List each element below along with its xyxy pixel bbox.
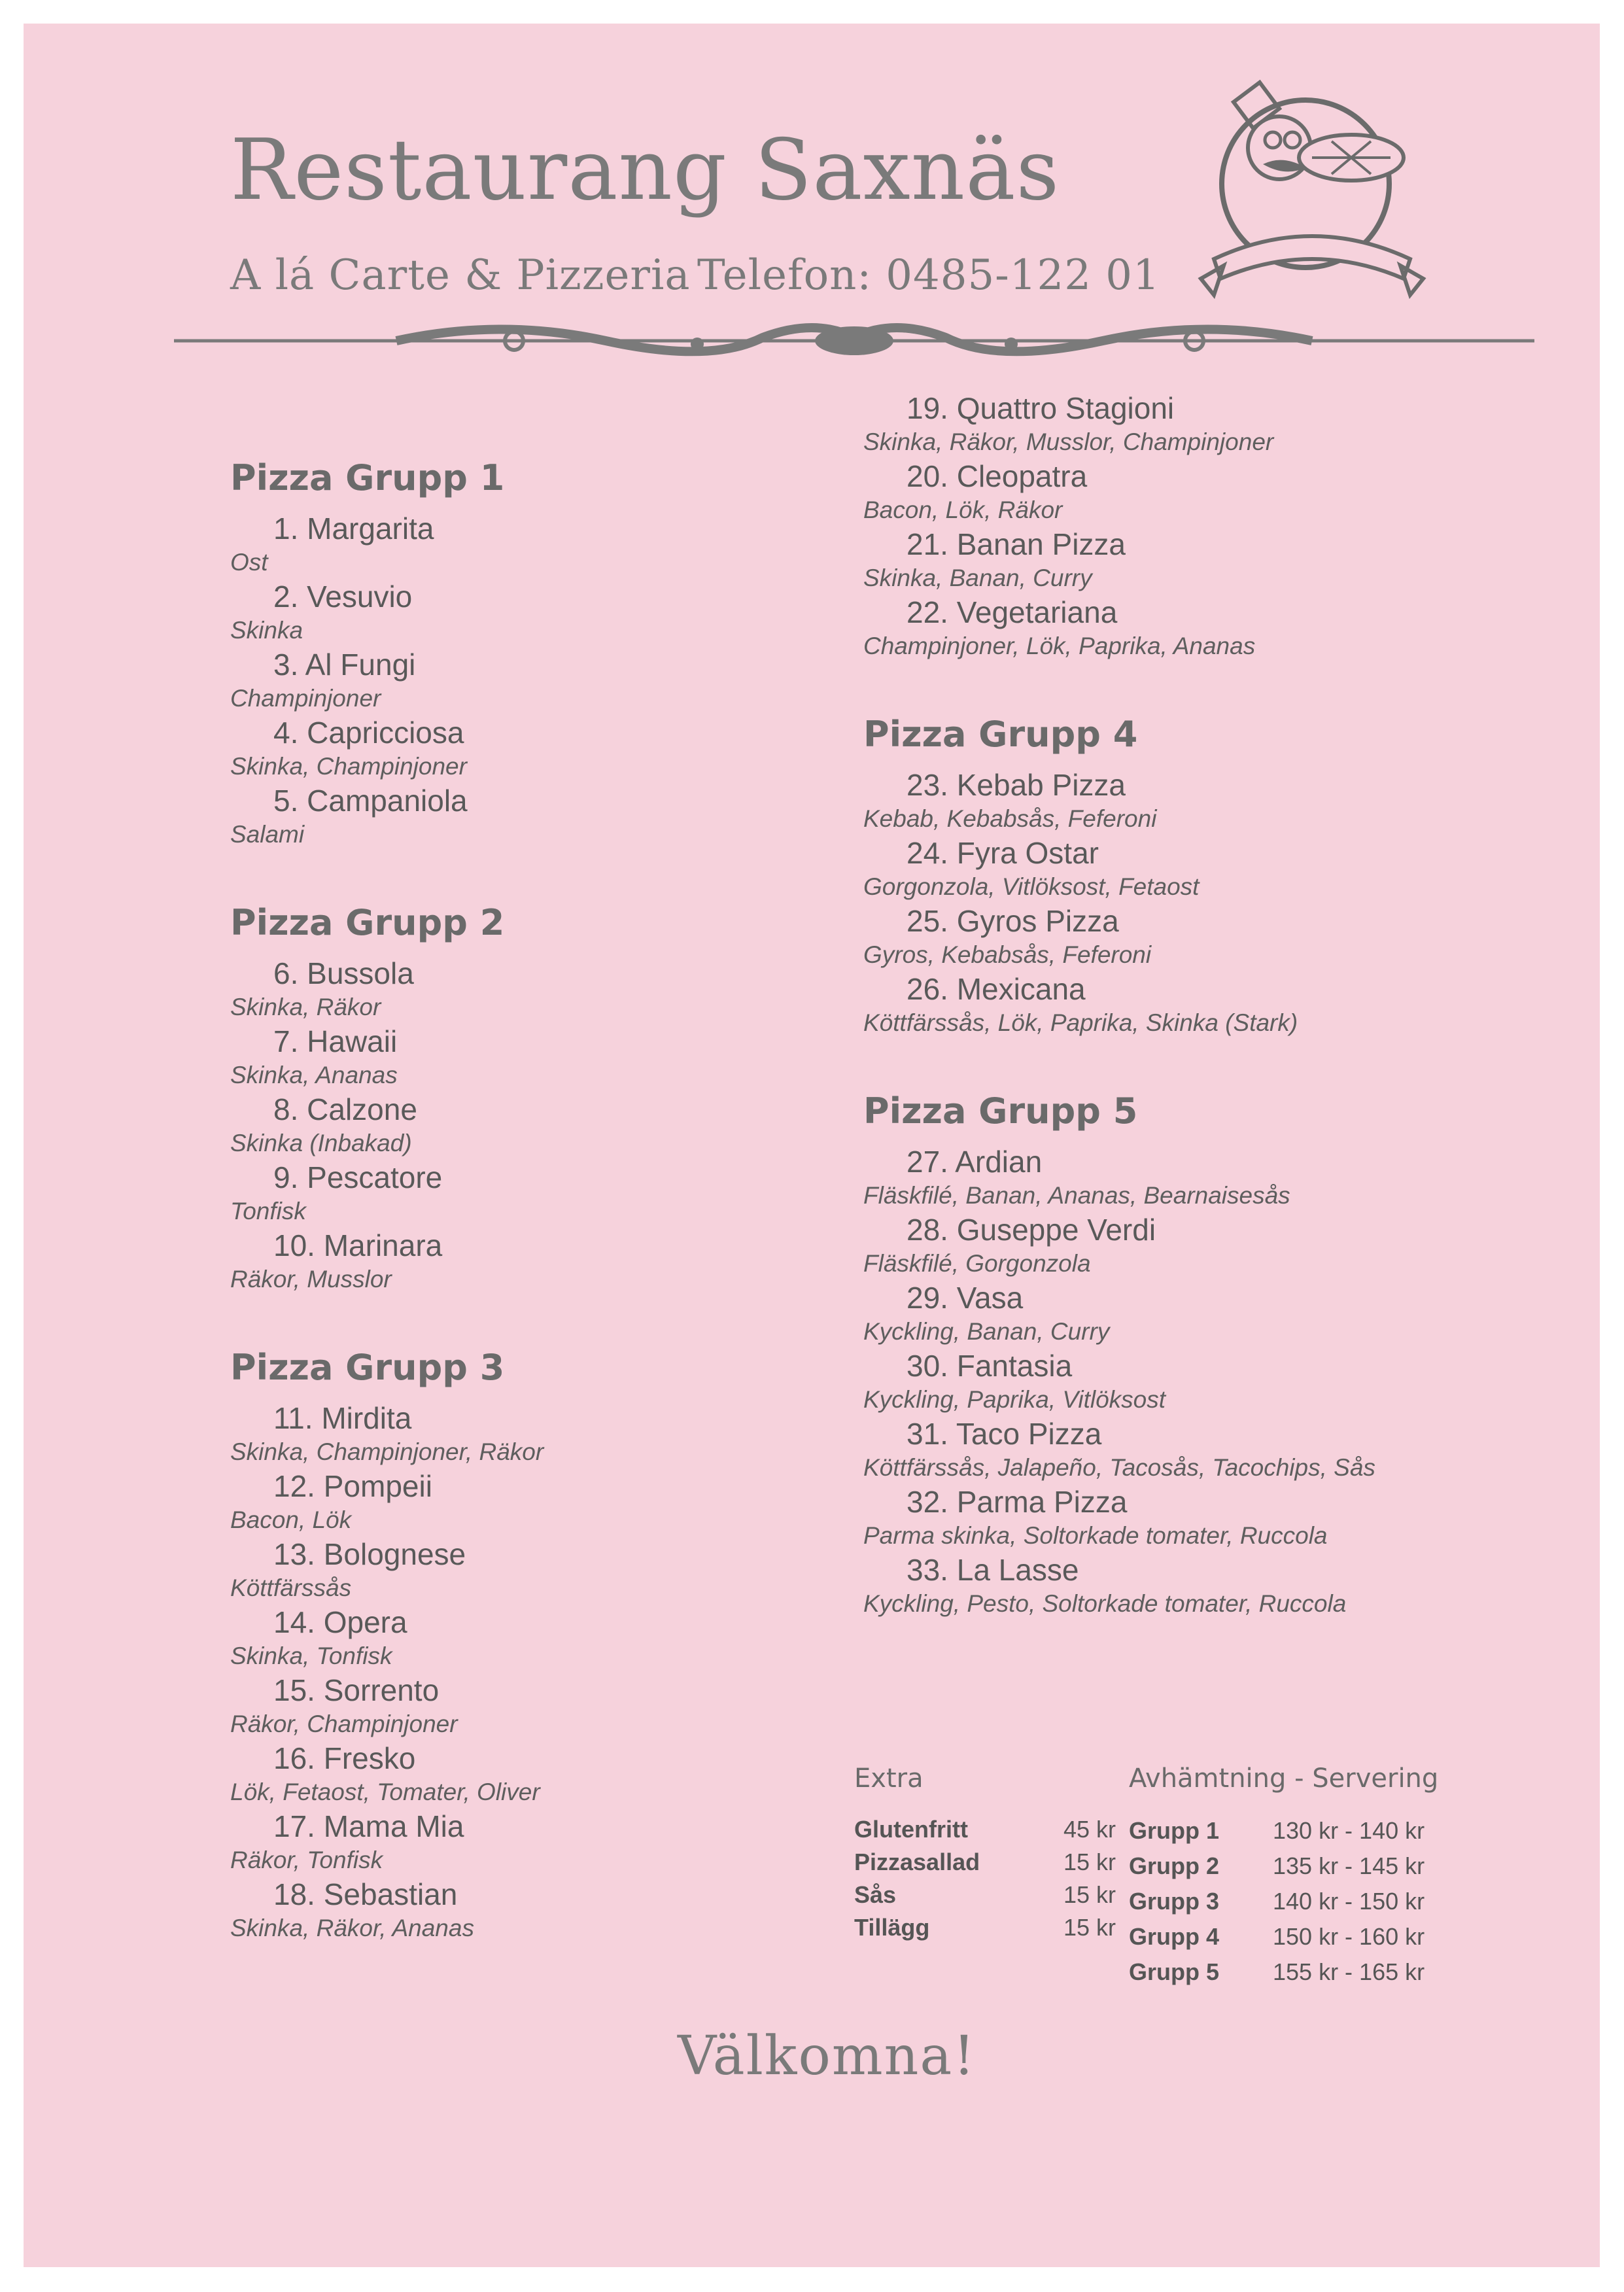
phone-number: Telefon: 0485-122 01 bbox=[697, 251, 1160, 300]
extra-row bbox=[854, 1879, 1116, 1911]
extra-row bbox=[854, 1813, 1116, 1846]
extra-price: 15 kr bbox=[1063, 1881, 1116, 1908]
restaurant-title: Restaurang Saxnäs bbox=[230, 122, 1060, 219]
item-ingredients: Kebab, Kebabsås, Feferoni bbox=[863, 805, 1157, 832]
item-ingredients: Salami bbox=[230, 821, 305, 848]
pizza-group-2 bbox=[230, 900, 884, 1295]
item-ingredients: Skinka, Banan, Curry bbox=[863, 564, 1092, 591]
item-ingredients: Gorgonzola, Vitlöksost, Fetaost bbox=[863, 873, 1200, 900]
item-name: Mirdita bbox=[321, 1401, 412, 1435]
menu-item bbox=[863, 1552, 1517, 1620]
item-ingredients: Skinka, Räkor, Musslor, Champinjoner bbox=[863, 428, 1274, 455]
extra-label: Pizzasallad bbox=[854, 1849, 980, 1875]
extra-label: Glutenfritt bbox=[854, 1816, 968, 1843]
item-ingredients: Champinjoner bbox=[230, 685, 381, 712]
item-name: Pescatore bbox=[307, 1160, 443, 1194]
menu-item bbox=[230, 1604, 884, 1672]
extra-row bbox=[854, 1846, 1116, 1879]
extra-price: 15 kr bbox=[1063, 1914, 1116, 1941]
menu-item bbox=[230, 1400, 884, 1468]
group-heading: Pizza Grupp 3 bbox=[230, 1347, 505, 1388]
serving-label: Grupp 5 bbox=[1129, 1958, 1220, 1985]
serving-row bbox=[1129, 1954, 1456, 1990]
item-ingredients: Fläskfilé, Banan, Ananas, Bearnaisesås bbox=[863, 1182, 1290, 1209]
serving-heading: Avhämtning - Servering bbox=[1129, 1763, 1439, 1794]
menu-item bbox=[230, 510, 884, 578]
ornamental-divider-icon bbox=[174, 311, 1534, 370]
item-number: 13. bbox=[273, 1537, 315, 1571]
menu-item bbox=[863, 1484, 1517, 1552]
item-name: Vasa bbox=[956, 1281, 1024, 1315]
extra-row bbox=[854, 1911, 1116, 1944]
menu-item bbox=[230, 714, 884, 782]
item-number: 19. bbox=[907, 391, 948, 425]
serving-row bbox=[1129, 1919, 1456, 1954]
extra-label: Tillägg bbox=[854, 1914, 930, 1941]
item-number: 23. bbox=[907, 768, 948, 802]
item-number: 8. bbox=[273, 1092, 299, 1126]
extra-label: Sås bbox=[854, 1881, 897, 1908]
menu-item bbox=[863, 903, 1517, 971]
item-ingredients: Tonfisk bbox=[230, 1198, 306, 1224]
item-number: 28. bbox=[907, 1213, 948, 1247]
item-number: 2. bbox=[273, 580, 299, 614]
item-number: 3. bbox=[273, 648, 299, 682]
item-ingredients: Skinka, Champinjoner, Räkor bbox=[230, 1438, 544, 1465]
pizza-group-1 bbox=[230, 455, 884, 850]
item-ingredients: Champinjoner, Lök, Paprika, Ananas bbox=[863, 633, 1256, 659]
serving-price: 135 kr - 145 kr bbox=[1273, 1852, 1425, 1879]
serving-price: 150 kr - 160 kr bbox=[1273, 1923, 1425, 1950]
item-number: 11. bbox=[273, 1401, 313, 1435]
extra-prices bbox=[854, 1763, 1116, 1944]
item-ingredients: Ost bbox=[230, 549, 268, 576]
menu-item bbox=[230, 646, 884, 714]
item-number: 16. bbox=[273, 1741, 315, 1775]
item-name: Vegetariana bbox=[956, 595, 1118, 629]
item-ingredients: Bacon, Lök bbox=[230, 1506, 352, 1533]
item-name: Margarita bbox=[307, 512, 434, 546]
menu-item bbox=[863, 594, 1517, 662]
menu-item bbox=[230, 1808, 884, 1876]
item-ingredients: Skinka (Inbakad) bbox=[230, 1130, 412, 1156]
serving-row bbox=[1129, 1884, 1456, 1919]
menu-item bbox=[863, 1415, 1517, 1484]
menu-item bbox=[863, 971, 1517, 1039]
menu-item bbox=[230, 1672, 884, 1740]
menu-sheet bbox=[24, 24, 1600, 2267]
item-number: 9. bbox=[273, 1160, 299, 1194]
item-ingredients: Bacon, Lök, Räkor bbox=[863, 496, 1063, 523]
item-number: 5. bbox=[273, 784, 299, 818]
item-name: Vesuvio bbox=[307, 580, 413, 614]
item-name: Capricciosa bbox=[307, 716, 464, 750]
extra-price: 15 kr bbox=[1063, 1849, 1116, 1875]
item-number: 14. bbox=[273, 1605, 315, 1639]
extra-heading: Extra bbox=[854, 1763, 924, 1794]
item-ingredients: Fläskfilé, Gorgonzola bbox=[863, 1250, 1091, 1277]
item-ingredients: Skinka, Tonfisk bbox=[230, 1642, 392, 1669]
item-name: Fresko bbox=[323, 1741, 416, 1775]
item-name: Opera bbox=[323, 1605, 407, 1639]
item-ingredients: Kyckling, Paprika, Vitlöksost bbox=[863, 1386, 1166, 1413]
item-name: Mexicana bbox=[956, 972, 1086, 1006]
group-heading: Pizza Grupp 2 bbox=[230, 902, 505, 943]
extra-price: 45 kr bbox=[1063, 1816, 1116, 1843]
item-number: 7. bbox=[273, 1024, 299, 1058]
item-number: 18. bbox=[273, 1877, 315, 1911]
item-name: Taco Pizza bbox=[956, 1417, 1102, 1451]
menu-item bbox=[863, 390, 1517, 458]
item-ingredients: Lök, Fetaost, Tomater, Oliver bbox=[230, 1779, 540, 1805]
item-number: 6. bbox=[273, 956, 299, 990]
menu-item bbox=[230, 578, 884, 646]
item-number: 15. bbox=[273, 1673, 315, 1707]
menu-item bbox=[230, 1536, 884, 1604]
item-ingredients: Köttfärssås bbox=[230, 1574, 352, 1601]
group-heading: Pizza Grupp 1 bbox=[230, 457, 505, 498]
menu-item bbox=[863, 1279, 1517, 1347]
serving-label: Grupp 4 bbox=[1129, 1923, 1220, 1950]
item-number: 33. bbox=[907, 1553, 948, 1587]
item-number: 1. bbox=[273, 512, 299, 546]
serving-prices bbox=[1129, 1763, 1456, 1990]
menu-item bbox=[863, 1143, 1517, 1211]
group-heading: Pizza Grupp 5 bbox=[863, 1090, 1138, 1132]
item-name: Sorrento bbox=[323, 1673, 440, 1707]
menu-item bbox=[230, 1227, 884, 1295]
pizza-group-5 bbox=[863, 1088, 1517, 1620]
item-name: Calzone bbox=[307, 1092, 417, 1126]
item-ingredients: Köttfärssås, Lök, Paprika, Skinka (Stark) bbox=[863, 1009, 1298, 1036]
pizza-group-3-continued bbox=[863, 390, 1517, 662]
item-number: 30. bbox=[907, 1349, 948, 1383]
menu-item bbox=[230, 1876, 884, 1944]
serving-label: Grupp 3 bbox=[1129, 1888, 1220, 1915]
item-number: 31. bbox=[907, 1417, 948, 1451]
item-name: Campaniola bbox=[307, 784, 468, 818]
menu-item bbox=[230, 782, 884, 850]
menu-item bbox=[863, 458, 1517, 526]
serving-row bbox=[1129, 1849, 1456, 1884]
item-number: 10. bbox=[273, 1228, 315, 1262]
menu-item bbox=[863, 767, 1517, 835]
item-number: 17. bbox=[273, 1809, 315, 1843]
item-ingredients: Köttfärssås, Jalapeño, Tacosås, Tacochips, Sås bbox=[863, 1454, 1375, 1481]
item-name: Hawaii bbox=[307, 1024, 398, 1058]
pizza-group-4 bbox=[863, 712, 1517, 1039]
menu-item bbox=[230, 955, 884, 1023]
serving-label: Grupp 2 bbox=[1129, 1852, 1220, 1879]
item-name: La Lasse bbox=[956, 1553, 1079, 1587]
welcome-text: Välkomna! bbox=[678, 2025, 976, 2087]
item-name: Mama Mia bbox=[323, 1809, 464, 1843]
left-column bbox=[230, 455, 884, 1970]
item-name: Cleopatra bbox=[956, 459, 1088, 493]
item-name: Gyros Pizza bbox=[956, 904, 1119, 938]
item-ingredients: Kyckling, Banan, Curry bbox=[863, 1318, 1110, 1345]
item-name: Pompeii bbox=[323, 1469, 432, 1503]
item-name: Fyra Ostar bbox=[956, 836, 1099, 870]
item-ingredients: Räkor, Tonfisk bbox=[230, 1847, 383, 1873]
item-ingredients: Skinka, Champinjoner bbox=[230, 753, 467, 780]
menu-item bbox=[230, 1468, 884, 1536]
item-name: Bussola bbox=[307, 956, 414, 990]
serving-price: 140 kr - 150 kr bbox=[1273, 1888, 1425, 1915]
item-number: 26. bbox=[907, 972, 948, 1006]
item-ingredients: Skinka, Räkor, Ananas bbox=[230, 1915, 474, 1941]
item-ingredients: Räkor, Champinjoner bbox=[230, 1710, 458, 1737]
menu-item bbox=[863, 1347, 1517, 1415]
item-name: Al Fungi bbox=[305, 648, 416, 682]
serving-price: 130 kr - 140 kr bbox=[1273, 1817, 1425, 1844]
item-name: Bolognese bbox=[323, 1537, 466, 1571]
item-number: 12. bbox=[273, 1469, 315, 1503]
menu-item bbox=[230, 1023, 884, 1091]
item-number: 22. bbox=[907, 595, 948, 629]
menu-item bbox=[863, 1211, 1517, 1279]
pizza-group-3 bbox=[230, 1345, 884, 1944]
item-number: 4. bbox=[273, 716, 299, 750]
item-number: 24. bbox=[907, 836, 948, 870]
item-ingredients: Gyros, Kebabsås, Feferoni bbox=[863, 941, 1152, 968]
chef-logo-icon bbox=[1188, 69, 1436, 318]
item-ingredients: Skinka, Ananas bbox=[230, 1062, 398, 1088]
item-name: Quattro Stagioni bbox=[956, 391, 1175, 425]
item-name: Banan Pizza bbox=[956, 527, 1126, 561]
menu-item bbox=[863, 835, 1517, 903]
item-ingredients: Kyckling, Pesto, Soltorkade tomater, Ruccola bbox=[863, 1590, 1347, 1617]
item-number: 29. bbox=[907, 1281, 948, 1315]
serving-row bbox=[1129, 1813, 1456, 1849]
menu-item bbox=[230, 1740, 884, 1808]
restaurant-subtitle: A lá Carte & Pizzeria bbox=[230, 251, 691, 300]
item-number: 27. bbox=[907, 1145, 948, 1179]
item-ingredients: Räkor, Musslor bbox=[230, 1266, 392, 1293]
item-name: Marinara bbox=[323, 1228, 443, 1262]
item-number: 25. bbox=[907, 904, 948, 938]
item-name: Sebastian bbox=[323, 1877, 458, 1911]
item-name: Kebab Pizza bbox=[956, 768, 1126, 802]
item-number: 20. bbox=[907, 459, 948, 493]
item-ingredients: Skinka, Räkor bbox=[230, 994, 381, 1020]
serving-label: Grupp 1 bbox=[1129, 1817, 1220, 1844]
item-number: 32. bbox=[907, 1485, 948, 1519]
item-ingredients: Skinka bbox=[230, 617, 303, 644]
item-name: Fantasia bbox=[956, 1349, 1073, 1383]
item-number: 21. bbox=[907, 527, 948, 561]
menu-item bbox=[863, 526, 1517, 594]
serving-price: 155 kr - 165 kr bbox=[1273, 1958, 1425, 1985]
item-name: Guseppe Verdi bbox=[956, 1213, 1156, 1247]
right-column bbox=[863, 390, 1517, 1646]
menu-item bbox=[230, 1159, 884, 1227]
group-heading: Pizza Grupp 4 bbox=[863, 714, 1138, 755]
item-name: Ardian bbox=[955, 1145, 1043, 1179]
item-name: Parma Pizza bbox=[956, 1485, 1128, 1519]
menu-item bbox=[230, 1091, 884, 1159]
item-ingredients: Parma skinka, Soltorkade tomater, Ruccola bbox=[863, 1522, 1328, 1549]
